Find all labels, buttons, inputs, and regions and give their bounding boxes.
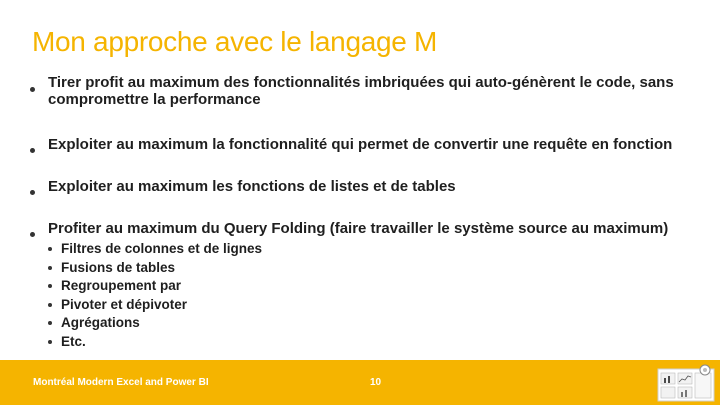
sub-bullet-list [48,240,262,351]
sub-bullet-dot-icon [48,340,52,344]
sub-bullet-item [48,259,262,278]
footer-event-name: Montréal Modern Excel and Power BI [33,377,209,388]
bullet-item [30,74,680,108]
sub-bullet-dot-icon [48,321,52,325]
bullet-text: Exploiter au maximum la fonctionnalité qui permet de convertir une requête en fonction [48,136,673,153]
bullet-item [30,178,680,195]
sub-bullet-item [48,296,262,315]
sub-bullet-text: Etc. [61,333,86,349]
sub-bullet-item [48,333,262,352]
bullet-text: Profiter au maximum du Query Folding (faire travailler le système source au maximum) [48,220,669,237]
bullet-dot-icon [30,232,35,237]
sub-bullet-text: Agrégations [61,315,140,330]
sub-bullet-dot-icon [48,303,52,307]
sub-bullet-dot-icon [48,266,52,270]
bullet-dot-icon [30,148,35,153]
bullet-dot-icon [30,190,35,195]
sub-bullet-text: Pivoter et dépivoter [61,296,188,312]
bullet-item [30,136,680,153]
page-number: 10 [370,377,382,388]
bullet-dot-icon [30,87,35,92]
footer-bar [0,360,720,405]
sub-bullet-dot-icon [48,284,52,288]
bullet-text: Exploiter au maximum les fonctions de listes et de tables [48,178,456,195]
sub-bullet-dot-icon [48,247,52,251]
sub-bullet-text: Filtres de colonnes et de lignes [61,241,263,256]
sub-bullet-item [48,277,262,296]
sub-bullet-item [48,314,262,333]
sub-bullet-text: Regroupement par [61,278,182,293]
slide-title: Mon approche avec le langage M [32,26,438,57]
bullet-item [30,220,680,237]
sub-bullet-text: Fusions de tables [61,259,176,275]
sub-bullet-item [48,240,262,259]
bullet-text: Tirer profit au maximum des fonctionnalités imbriquées qui auto-génèrent le code, sans compromettre la performance [48,74,674,108]
dashboard-chart-icon [657,364,715,402]
